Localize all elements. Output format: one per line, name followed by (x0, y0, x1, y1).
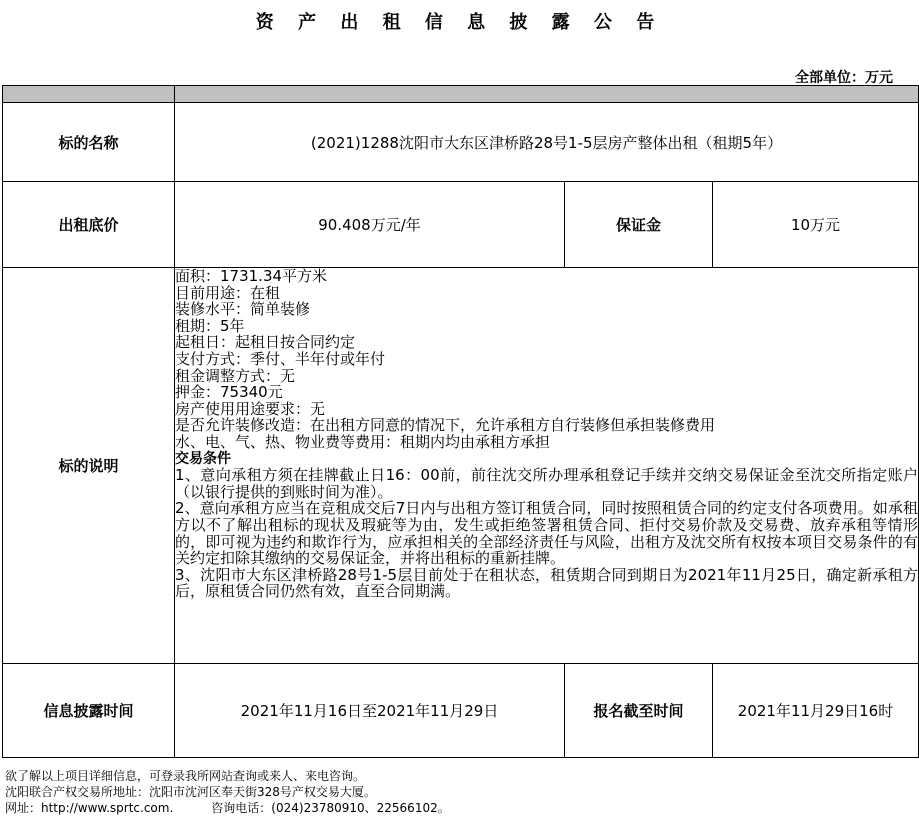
header-band (3, 86, 919, 103)
footer-website[interactable]: 网址：http://www.sprtc.com. (5, 801, 174, 815)
footer (5, 768, 450, 816)
desc-line: 租期：5年 (175, 316, 245, 335)
desc-line: 面积：1731.34平方米 (175, 267, 328, 285)
desc-line: 押金：75340元 (175, 383, 283, 402)
name-row (3, 103, 919, 182)
description-row (3, 268, 919, 664)
footer-contact (5, 800, 450, 816)
desc-line: 租金调整方式：无 (175, 366, 296, 385)
condition-item: 3、沈阳市大东区津桥路28号1-5层目前处于在租状态，租赁期合同到期日为2021年11月25日，确定新承租方后，原租赁合同仍然有效，直至合同期满。 (175, 565, 919, 601)
price-value: 90.408万元/年 (175, 182, 565, 268)
unit-note: 全部单位：万元 (795, 70, 893, 86)
deadline-value: 2021年11月29日16时 (713, 664, 919, 758)
description-content (175, 268, 919, 664)
dates-row (3, 664, 919, 758)
condition-item: 1、意向承租方须在挂牌截止日16：00前，前往沈交所办理承租登记手续并交纳交易保证金至沈交所指定账户（以银行提供的到账时间为准）。 (175, 466, 919, 501)
desc-line: 起租日：起租日按合同约定 (175, 333, 356, 352)
deposit-value: 10万元 (713, 182, 919, 268)
conditions-title: 交易条件 (175, 450, 231, 467)
name-label: 标的名称 (3, 103, 175, 182)
desc-line: 目前用途：在租 (175, 283, 281, 302)
info-table (2, 85, 919, 758)
disclosure-value: 2021年11月16日至2021年11月29日 (175, 664, 565, 758)
price-label: 出租底价 (3, 182, 175, 268)
name-value: (2021)1288沈阳市大东区津桥路28号1-5层房产整体出租（租期5年） (175, 103, 919, 182)
desc-line: 支付方式：季付、半年付或年付 (175, 349, 386, 368)
deposit-label: 保证金 (565, 182, 713, 268)
disclosure-label: 信息披露时间 (3, 664, 175, 758)
desc-line: 装修水平：简单装修 (175, 300, 311, 319)
description-label: 标的说明 (3, 268, 175, 664)
deadline-label: 报名截至时间 (565, 664, 713, 758)
desc-line: 房产使用用途要求：无 (175, 399, 326, 418)
price-row (3, 182, 919, 268)
desc-line: 是否允许装修改造：在出租方同意的情况下，允许承租方自行装修但承担装修费用 (175, 416, 716, 435)
header-band-cell (3, 86, 175, 103)
condition-item: 2、意向承租方应当在竞租成交后7日内与出租方签订租赁合同，同时按照租赁合同的约定支付各项费用。如承租方以不了解出租标的现状及瑕疵等为由，发生或拒绝签署租赁合同、拒付交易价款及交易费、放弃承租等情形的，即可视为违约和欺诈行为，应承担相关的全部经济责任与风险，出租方及沈交所有权按本项目交易条件的有关约定扣除其缴纳的交易保证金，并将出租标的重新挂牌。 (175, 499, 919, 568)
desc-line: 水、电、气、热、物业费等费用：租期内均由承租方承担 (175, 432, 551, 451)
page-title: 资 产 出 租 信 息 披 露 公 告 (255, 12, 664, 33)
footer-phone: 咨询电话：(024)23780910、22566102。 (211, 801, 450, 815)
footer-address: 沈阳联合产权交易所地址：沈阳市沈河区奉天街328号产权交易大厦。 (5, 785, 376, 799)
header-band-cell (175, 86, 919, 103)
footer-info: 欲了解以上项目详细信息，可登录我所网站查询或来人、来电咨询。 (5, 769, 366, 783)
